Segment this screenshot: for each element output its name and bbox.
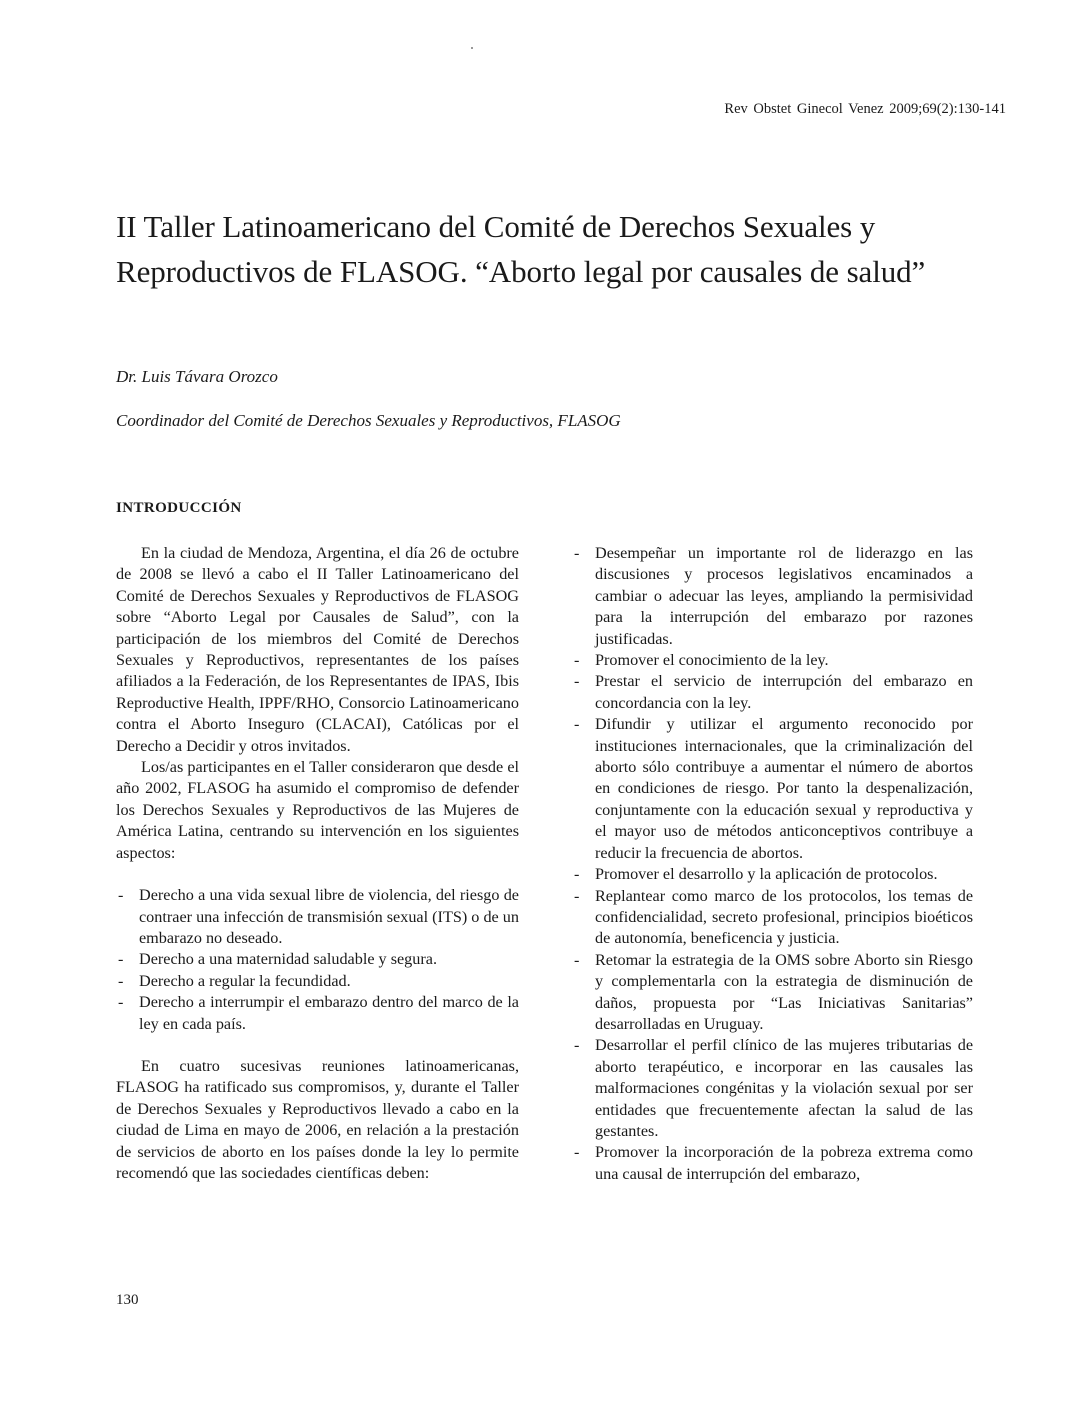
page-number: 130 — [116, 1292, 139, 1308]
section-heading: INTRODUCCIÓN — [116, 500, 242, 516]
list-item: - Derecho a una maternidad saludable y segura. — [116, 949, 519, 970]
scan-speck — [471, 47, 473, 49]
list-item: - Replantear como marco de los protocolos, los temas de confidencialidad, secreto profesional, principios bioéticos de autonomía, beneficencia y justicia. — [572, 886, 973, 950]
list-item: - Desempeñar un importante rol de liderazgo en las discusiones y procesos legislativos encaminados a cambiar o adecuar las leyes, ampliando la permisividad para la interrupción del embarazo por razones justificadas. — [572, 543, 973, 650]
rights-list — [116, 885, 519, 1035]
right-column — [572, 543, 973, 1185]
list-item: - Derecho a interrumpir el embarazo dentro del marco de la ley en cada país. — [116, 992, 519, 1035]
list-item: - Promover el desarrollo y la aplicación de protocolos. — [572, 864, 973, 885]
intro-paragraph-2: Los/as participantes en el Taller consideraron que desde el año 2002, FLASOG ha asumido el compromiso de defender los Derechos Sexuales y Reproductivos de las Mujeres de América Latina, centrando su intervención en los siguientes aspectos: — [116, 758, 519, 862]
list-item: - Prestar el servicio de interrupción del embarazo en concordancia con la ley. — [572, 671, 973, 714]
list-item: - Desarrollar el perfil clínico de las mujeres tributarias de aborto terapéutico, e incorporar en las causales las malformaciones congénitas y la violación sexual por ser entidades que frecuentemente afectan la salud de las gestantes. — [572, 1035, 973, 1142]
recommendations-list — [572, 543, 973, 1185]
author-affiliation: Coordinador del Comité de Derechos Sexuales y Reproductivos, FLASOG — [116, 411, 621, 430]
list-item: - Difundir y utilizar el argumento reconocido por instituciones internacionales, que la criminalización del aborto sólo contribuye a aumentar el número de abortos en condiciones de riesgo. Por tanto la despenalización, conjuntamente con la educación sexual y reproductiva y el mayor uso de métodos anticonceptivos contribuye a reducir la frecuencia de abortos. — [572, 714, 973, 864]
journal-citation: Rev Obstet Ginecol Venez 2009;69(2):130-141 — [724, 101, 1006, 117]
list-item: - Derecho a una vida sexual libre de violencia, del riesgo de contraer una infección de transmisión sexual (ITS) o de un embarazo no deseado. — [116, 885, 519, 949]
article-title: II Taller Latinoamericano del Comité de Derechos Sexuales y Reproductivos de FLASOG. “Aborto legal por causales de salud” — [116, 209, 926, 289]
intro-paragraph-1: En la ciudad de Mendoza, Argentina, el día 26 de octubre de 2008 se llevó a cabo el II Taller Latinoamericano del Comité de Derechos Sexuales y Reproductivos de FLASOG sobre “Aborto Legal por Causales de Salud”, con la participación de los miembros del Comité de Derechos Sexuales y Reproductivos, representantes de los países afiliados a la Federación, de los Representantes de IPAS, Ibis Reproductive Health, IPPF/RHO, Consorcio Latinoamericano contra el Aborto Inseguro (CLACAI), Católicas por el Derecho a Decidir y otros invitados. — [116, 544, 519, 755]
list-item: - Promover la incorporación de la pobreza extrema como una causal de interrupción del embarazo, — [572, 1142, 973, 1185]
list-item: - Retomar la estrategia de la OMS sobre Aborto sin Riesgo y complementarla con la estrategia de disminución de daños, propuesta por “Las Iniciativas Sanitarias” desarrolladas en Uruguay. — [572, 950, 973, 1036]
author-name: Dr. Luis Távara Orozco — [116, 367, 278, 386]
list-item: - Derecho a regular la fecundidad. — [116, 971, 519, 992]
intro-paragraph-3: En cuatro sucesivas reuniones latinoamericanas, FLASOG ha ratificado sus compromisos, y, durante el Taller de Derechos Sexuales y Reproductivos llevado a cabo en la ciudad de Lima en mayo de 2006, en relación a la prestación de servicios de aborto en los países donde la ley lo permite recomendó que las sociedades científicas deben: — [116, 1056, 519, 1182]
list-item: - Promover el conocimiento de la ley. — [572, 650, 973, 671]
left-column — [116, 543, 519, 1184]
